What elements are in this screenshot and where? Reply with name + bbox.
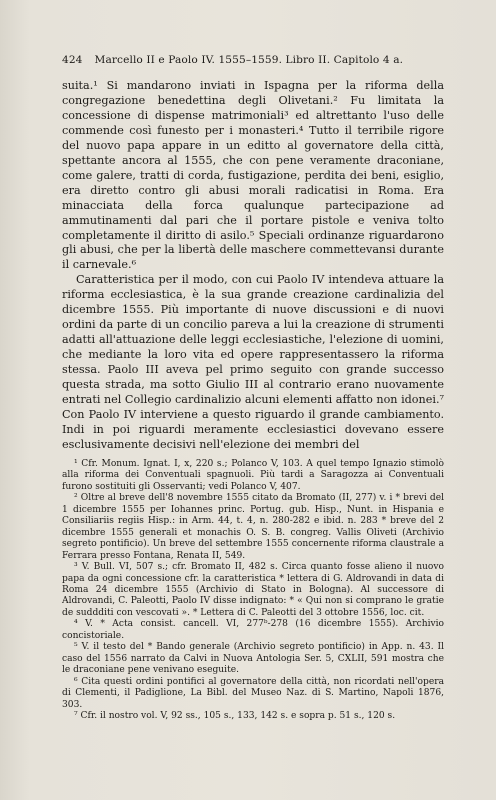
main-text [62, 79, 444, 453]
footnote-6: ⁶ Cita questi ordini pontifici al governatore della città, non ricordati nell'opera di Clementi, il Padiglione, La Bibl. del Museo Naz. di S. Martino, Napoli 1876, 303. [62, 676, 444, 710]
footnote-5: ⁵ V. il testo del * Bando generale (Archivio segreto pontificio) in App. n. 43. Il caso del 1556 narrato da Calvi in Nuova Antologia Ser. 5, CXLII, 591 mostra che le draconiane pene venivano eseguite. [62, 642, 444, 676]
footnote-3: ³ V. Bull. VI, 507 s.; cfr. Bromato II, 482 s. Circa quanto fosse alieno il nuovo papa da ogni concessione cfr. la caratteristica * lettera di G. Aldrovandi in data di Roma 24 dicembre 1555 (Archivio di Stato in Bologna). Al successore di Aldrovandi, C. Paleotti, Paolo IV disse indignato: * « Qui non si comprano le gratie de suddditi con vescovati ». * Lettera di C. Paleotti del 3 ottobre 1556, loc. cit. [62, 562, 444, 618]
footnote-2: ² Oltre al breve dell'8 novembre 1555 citato da Bromato (II, 277) v. i * brevi del 1 dicembre 1555 per Iohannes princ. Portug. gub. Hisp., Nunt. in Hispania e Consiliariis regiis Hisp.: in Arm. 44, t. 4, n. 280-282 e ibid. n. 283 * breve del 2 dicembre 1555 generali et monachis O. S. B. congreg. Vallis Oliveti (Archivio segreto pontificio). Un breve del settembre 1555 concernente riforma claustrale a Ferrara presso Fontana, Renata II, 549. [62, 493, 444, 561]
paragraph-1: suita.¹ Si mandarono inviati in Ispagna per la riforma della congregazione benedettina degli Olivetani.² Fu limitata la concessione di dispense matrimoniali³ ed altrettanto l'uso delle commende così funesto per i monasteri.⁴ Tutto il terribile rigore del nuovo papa appare in un editto al governatore della città, spettante ancora al 1555, che con pene veramente draconiane, come galere, tratti di corda, fustigazione, perdita dei beni, esiglio, era diretto contro gli abusi morali radicatisi in Roma. Era minacciata della forca qualunque partecipazione ad ammutinamenti dal pari che il portare pistole e veniva tolto completamente il diritto di asilo.⁵ Speciali ordinanze riguardarono gli abusi, che per la libertà delle maschere commettevansi durante il carnevale.⁶ [62, 79, 444, 272]
paragraph-2: Caratteristica per il modo, con cui Paolo IV intendeva attuare la riforma ecclesiastica, è la sua grande creazione cardinalizia del dicembre 1555. Più importante di nuove discussioni e di nuovi ordini da parte di un concilio pareva a lui la creazione di strumenti adatti all'attuazione delle leggi ecclesiastiche, l'elezione di uomini, che mediante la loro vita ed opere rappresentassero la riforma stessa. Paolo III aveva pel primo seguito con grande successo questa strada, ma sotto Giulio III al contrario erano nuovamente entrati nel Collegio cardinalizio alcuni elementi affatto non idonei.⁷ Con Paolo IV interviene a questo riguardo il grande cambiamento. Indi in poi riguardi meramente ecclesiastici dovevano essere esclusivamente decisivi nell'elezione dei membri del [62, 273, 444, 451]
footnote-4: ⁴ V. * Acta consist. cancell. VI, 277ᵇ-278 (16 dicembre 1555). Archivio concistoriale. [62, 619, 444, 641]
running-title: Marcello II e Paolo IV. 1555–1559. Libro II. Capitolo 4 a. [94, 54, 404, 66]
footnotes [62, 459, 444, 722]
running-header [62, 54, 442, 66]
footnote-7: ⁷ Cfr. il nostro vol. V, 92 ss., 105 s., 133, 142 s. e sopra p. 51 s., 120 s. [74, 710, 396, 721]
footnote-1: ¹ Cfr. Monum. Ignat. I, x, 220 s.; Polanco V, 103. A quel tempo Ignazio stimolò alla riforma dei Conventuali spagnuoli. Più tardi a Saragozza ai Conventuali furono sostituiti gli Osservanti; vedi Polanco V, 407. [62, 459, 444, 492]
page-number: 424 [62, 54, 83, 66]
